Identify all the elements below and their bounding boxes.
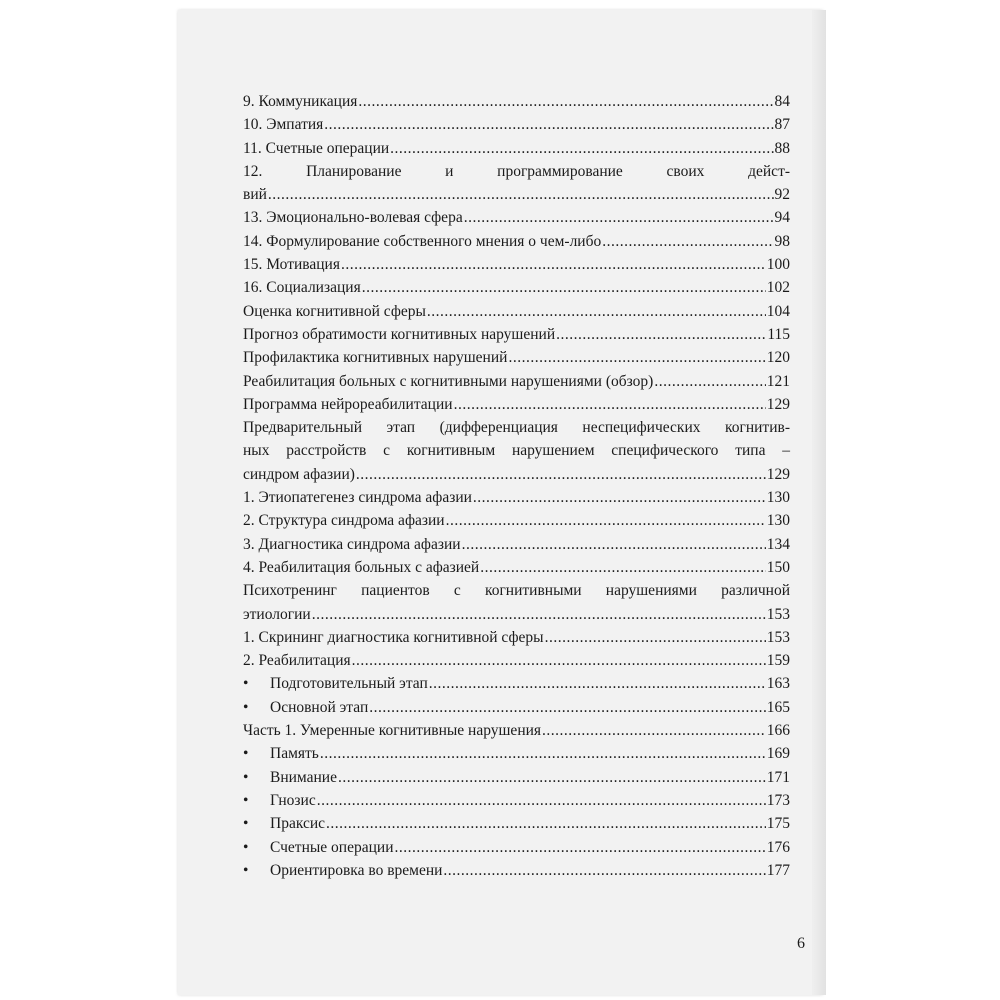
toc-entry-page: 115 [767,325,790,343]
toc-leader-dots [480,556,766,579]
toc-entry [243,206,790,229]
toc-entry-title: Ориентировка во времени [270,861,443,879]
toc-entry-page: 94 [774,209,790,227]
page-number: 6 [797,935,805,952]
toc-leader-dots [602,230,773,253]
toc-entry [243,649,790,672]
toc-entry-page: 169 [766,745,790,763]
toc-entry-page: 84 [774,93,790,110]
toc-entry [243,300,790,323]
toc-leader-dots [429,672,766,695]
toc-leader-dots [508,346,765,369]
toc-entry-page: 159 [766,652,790,670]
toc-entry-page: 166 [766,722,790,740]
toc-leader-dots [268,183,774,206]
toc-entry-page: 120 [766,349,790,367]
toc-entry-page: 177 [766,861,790,879]
toc-leader-dots [341,253,766,276]
toc-entry-title: 16. Социализация [243,279,361,297]
toc-entry-title: Внимание [270,768,337,786]
toc-leader-dots [317,789,766,812]
toc-leader-dots [358,90,773,113]
toc-leader-dots [542,719,766,742]
toc-entry-title: 14. Формулирование собственного мнения о чем-либо [243,232,602,250]
page-edge-shadow [812,10,826,995]
bullet-icon: • [243,768,249,786]
toc-leader-dots [326,812,766,835]
toc-leader-dots [545,626,766,649]
toc-leader-dots [454,393,766,416]
toc-leader-dots [324,113,773,136]
toc-entry-title: Гнозис [270,791,316,809]
toc-entry-page: 176 [766,838,790,856]
toc-leader-dots [312,603,766,626]
toc-entry [243,509,790,532]
toc-entry-page: 134 [766,535,790,553]
toc-entry-title: Основной этап [270,698,369,716]
toc-entry-page: 150 [766,558,790,576]
toc-entry-page: 121 [766,372,790,390]
toc-entry-page: 175 [766,815,790,833]
toc-entry-page: 129 [766,465,790,483]
toc-entry-page: 129 [766,395,790,413]
toc-entry-title: Часть 1. Умеренные когнитивные нарушения [243,722,542,740]
toc-entry [243,533,790,556]
toc-entry-wrapped-line: Предварительный этап (дифференциация неспецифических когнитив- [243,419,790,437]
toc-entry [243,789,790,812]
toc-leader-dots [356,463,766,486]
toc-entry [243,253,790,276]
toc-entry [243,276,790,299]
toc-entry [243,696,790,719]
bullet-icon: • [243,675,249,693]
toc-entry-title: Программа нейрореабилитации [243,395,453,413]
toc-entry [243,230,790,253]
toc-leader-dots [362,276,766,299]
toc-entry-page: 98 [774,232,790,250]
toc-leader-dots [654,370,765,393]
toc-entry-title: 11. Счетные операции [243,139,390,157]
toc-entry-title: вий [243,186,267,204]
toc-entry-title: 13. Эмоционально-волевая сфера [243,209,463,227]
toc-entry [243,859,790,882]
toc-entry-wrapped-line: ных расстройств с когнитивным нарушением специфического типа – [243,442,790,460]
toc-leader-dots [395,836,766,859]
toc-entry [243,626,790,649]
toc-entry-page: 92 [774,186,790,204]
toc-entry-title: 1. Этиопатегенез синдрома афазии [243,489,472,507]
toc-entry-page: 163 [766,675,790,693]
toc-leader-dots [352,649,766,672]
toc-entry [243,323,790,346]
toc-entry-title: 3. Диагностика синдрома афазии [243,535,461,553]
toc-entry-title: 2. Структура синдрома афазии [243,512,445,530]
toc-entry-title: Счетные операции [270,838,394,856]
toc-leader-dots [390,137,773,160]
toc-entry-title: Праксис [270,815,326,833]
toc-entry [243,812,790,835]
toc-entry-page: 104 [766,302,790,320]
toc-leader-dots [369,696,766,719]
toc-entry-title: Память [270,745,319,763]
toc-entry-title: Подготовительный этап [270,675,428,693]
toc-leader-dots [320,742,766,765]
toc-entry [243,719,790,742]
toc-entry-title: 1. Скрининг диагностика когнитивной сферы [243,628,544,646]
toc-entry-title: 4. Реабилитация больных с афазией [243,558,480,576]
toc-entry-page: 87 [774,116,790,134]
toc-entry [243,742,790,765]
toc-entry [243,603,790,626]
toc-leader-dots [462,533,766,556]
toc-entry-title: Прогноз обратимости когнитивных нарушений [243,325,556,343]
toc-entry [243,556,790,579]
toc-entry-page: 153 [766,605,790,623]
toc-entry [243,113,790,136]
toc-entry-title: 10. Эмпатия [243,116,324,134]
table-of-contents [243,90,790,882]
toc-entry-page: 100 [766,256,790,274]
toc-entry-page: 130 [766,489,790,507]
toc-entry-title: Реабилитация больных с когнитивными нарушениями (обзор) [243,372,654,390]
toc-leader-dots [338,766,766,789]
toc-entry [243,766,790,789]
toc-entry [243,137,790,160]
toc-entry-page: 88 [774,139,790,157]
toc-entry-title: этиологии [243,605,311,623]
toc-leader-dots [446,509,766,532]
toc-leader-dots [464,206,774,229]
toc-entry-wrapped-line: 12. Планирование и программирование своих дейст- [243,162,790,180]
toc-entry-title: 2. Реабилитация [243,652,351,670]
bullet-icon: • [243,791,249,809]
toc-entry [243,672,790,695]
toc-leader-dots [556,323,766,346]
bullet-icon: • [243,815,249,833]
toc-entry [243,486,790,509]
bullet-icon: • [243,745,249,763]
toc-entry-wrapped-line: Психотренинг пациентов с когнитивными нарушениями различной [243,582,790,600]
toc-entry-title: синдром афазии) [243,465,355,483]
toc-entry-page: 173 [766,791,790,809]
toc-entry [243,463,790,486]
toc-entry [243,346,790,369]
toc-entry [243,90,790,113]
toc-entry-page: 130 [766,512,790,530]
toc-entry-page: 165 [766,698,790,716]
toc-entry-page: 171 [766,768,790,786]
toc-entry-title: Профилактика когнитивных нарушений [243,349,508,367]
toc-entry [243,836,790,859]
bullet-icon: • [243,698,249,716]
bullet-icon: • [243,838,249,856]
toc-leader-dots [427,300,766,323]
toc-entry [243,393,790,416]
toc-leader-dots [473,486,766,509]
toc-entry-title: 9. Коммуникация [243,93,358,110]
toc-leader-dots [443,859,765,882]
toc-entry-page: 102 [766,279,790,297]
toc-entry-title: 15. Мотивация [243,256,340,274]
toc-entry [243,370,790,393]
toc-entry [243,183,790,206]
toc-entry-title: Оценка когнитивной сферы [243,302,426,320]
toc-entry-page: 153 [766,628,790,646]
bullet-icon: • [243,861,249,879]
